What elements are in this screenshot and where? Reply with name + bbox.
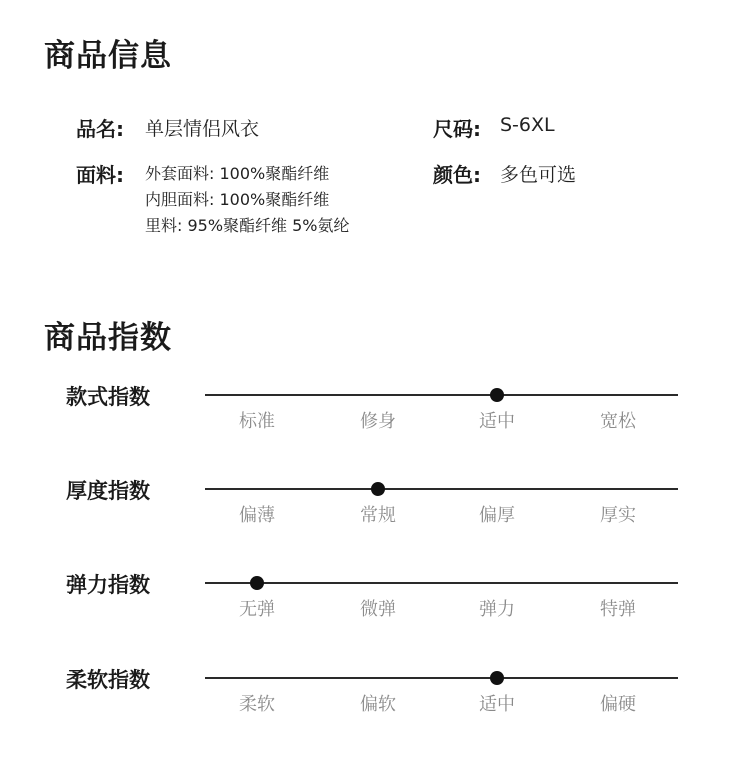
scale-option: 无弹: [239, 599, 275, 620]
scale-option: 特弹: [600, 599, 636, 620]
scale-option: 偏软: [360, 694, 396, 715]
scale-track: [205, 488, 678, 490]
scale-option: 适中: [479, 694, 515, 715]
scale-option: 宽松: [600, 411, 636, 432]
scale-indicator-dot: [250, 576, 264, 590]
scale-option: 弹力: [479, 599, 515, 620]
scale-track: [205, 582, 678, 584]
fabric-line-lining: 里料: 95%聚酯纤维 5%氨纶: [145, 216, 350, 235]
scale-option: 修身: [360, 411, 396, 432]
scale-option: 微弹: [360, 599, 396, 620]
color-label: 颜色:: [433, 163, 481, 187]
size-value: S-6XL: [500, 114, 555, 136]
scale-option: 厚实: [600, 505, 636, 526]
scale-track: [205, 394, 678, 396]
scale-option: 常规: [360, 505, 396, 526]
scale-indicator-dot: [490, 671, 504, 685]
size-label: 尺码:: [433, 117, 481, 141]
scale-option: 偏硬: [600, 694, 636, 715]
index-label: 款式指数: [66, 385, 150, 409]
scale-option: 偏薄: [239, 505, 275, 526]
color-value: 多色可选: [500, 164, 577, 186]
scale-indicator-dot: [371, 482, 385, 496]
index-row-softness: [0, 664, 750, 744]
scale-indicator-dot: [490, 388, 504, 402]
name-value: 单层情侣风衣: [145, 118, 260, 140]
index-row-style: [0, 381, 750, 461]
scale-option: 标准: [239, 411, 275, 432]
scale-option: 柔软: [239, 694, 275, 715]
scale-track: [205, 677, 678, 679]
index-row-elasticity: [0, 569, 750, 649]
scale-option: 偏厚: [479, 505, 515, 526]
fabric-line-outer: 外套面料: 100%聚酯纤维: [145, 164, 330, 183]
index-label: 厚度指数: [66, 479, 150, 503]
fabric-label: 面料:: [76, 163, 124, 187]
fabric-line-inner: 内胆面料: 100%聚酯纤维: [145, 190, 330, 209]
index-label: 弹力指数: [66, 573, 150, 597]
product-info-title: 商品信息: [44, 38, 172, 74]
scale-option: 适中: [479, 411, 515, 432]
product-index-title: 商品指数: [44, 320, 172, 356]
name-label: 品名:: [76, 117, 124, 141]
index-label: 柔软指数: [66, 668, 150, 692]
index-row-thickness: [0, 475, 750, 555]
